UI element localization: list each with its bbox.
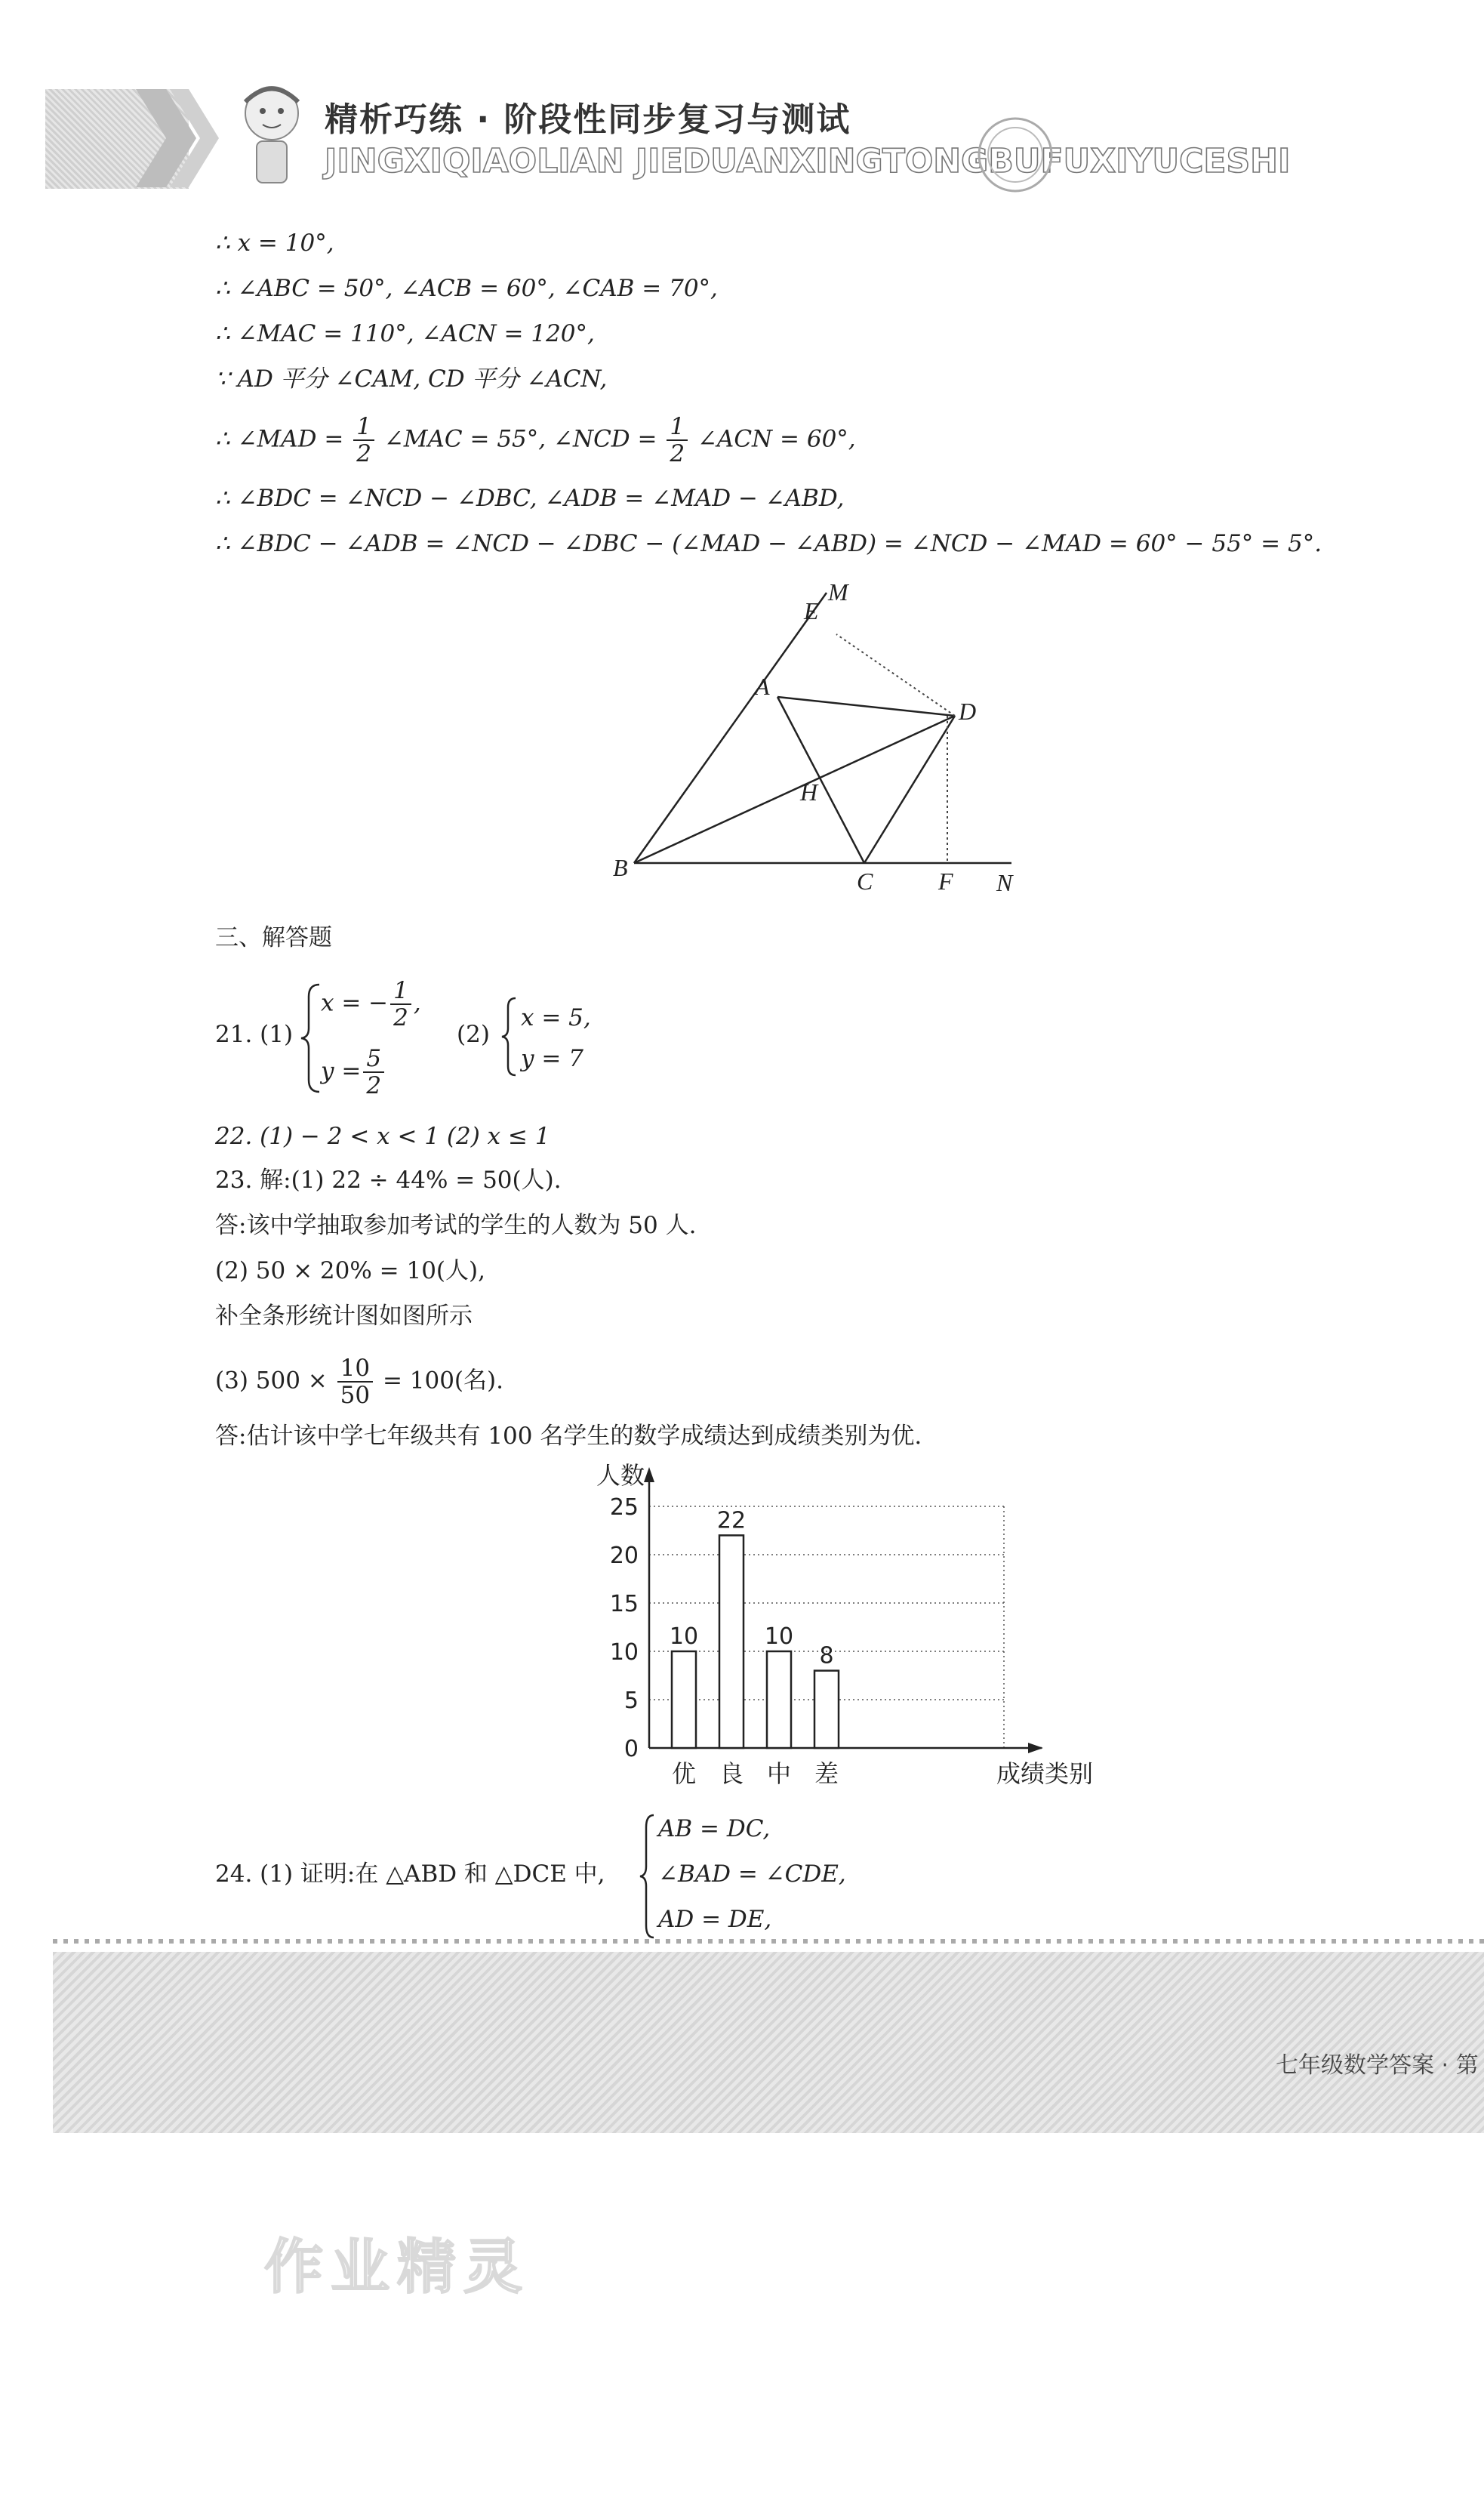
q21-y-eq: [321, 1046, 386, 1099]
section-title: 三、解答题: [215, 924, 332, 951]
q21-x-lhs: x = −: [321, 989, 389, 1017]
q23-l5-a: (3) 500 ×: [215, 1367, 328, 1395]
fraction-denominator: 2: [393, 1004, 408, 1031]
q23-fraction: [337, 1355, 373, 1408]
point-label: A: [755, 673, 770, 700]
x-tick-label: 优: [671, 1759, 697, 1788]
point-label: C: [857, 868, 873, 895]
data-label: 10: [764, 1623, 794, 1650]
solution-line-3: ∴ ∠MAC = 110°, ∠ACN = 120°,: [215, 320, 595, 347]
footer-band: [53, 1952, 1484, 2133]
y-tick-label: 25: [609, 1494, 639, 1521]
header-title: 精析巧练 · 阶段性同步复习与测试: [325, 100, 851, 139]
line-BM: [634, 593, 827, 863]
x-tick-label: 中: [766, 1759, 792, 1788]
bar: [672, 1651, 696, 1748]
q23-line-6: 答:估计该中学七年级共有 100 名学生的数学成绩达到成绩类别为优.: [215, 1423, 922, 1450]
q21-y-frac: [363, 1046, 384, 1099]
data-label: 22: [716, 1507, 747, 1534]
y-tick-label: 20: [609, 1543, 639, 1569]
fraction-half: [353, 414, 374, 467]
solution-line-5-part-c: ∠ACN = 60°,: [697, 425, 856, 453]
data-label: 8: [819, 1642, 834, 1669]
fraction-numerator: 5: [363, 1046, 384, 1073]
q23-line-5: [215, 1355, 503, 1408]
point-label: M: [828, 578, 848, 606]
point-label: H: [800, 778, 818, 806]
q24-condition-1: AB = DC,: [658, 1815, 771, 1842]
footer-text: 七年级数学答案 · 第: [1276, 2052, 1479, 2079]
y-tick-label: 0: [623, 1736, 639, 1762]
solution-line-6: ∴ ∠BDC = ∠NCD − ∠DBC, ∠ADB = ∠MAD − ∠ABD,: [215, 485, 845, 512]
stamp-icon: [974, 113, 1057, 196]
q21-part2-x: x = 5,: [521, 1004, 591, 1031]
question-21: [215, 974, 894, 1102]
q23-line-4: 补全条形统计图如图所示: [215, 1302, 473, 1330]
fraction-numerator: 10: [337, 1355, 373, 1383]
q21-y-lhs: y =: [321, 1057, 362, 1085]
fraction-numerator: 1: [667, 414, 688, 441]
data-label: 10: [669, 1623, 699, 1650]
point-label: F: [938, 868, 953, 895]
bar: [719, 1535, 744, 1748]
header-pinyin: JINGXIQIAOLIAN JIEDUANXINGTONGBUFUXIYUCESHI: [325, 142, 1291, 180]
bar: [814, 1671, 839, 1748]
y-axis-label: 人数: [596, 1461, 645, 1490]
solution-line-5-part-a: ∴ ∠MAD =: [215, 425, 344, 453]
q24-condition-3: AD = DE,: [658, 1906, 772, 1933]
y-tick-label: 5: [623, 1688, 639, 1714]
bar-chart: [559, 1461, 1094, 1793]
watermark: 作业精灵: [264, 2233, 531, 2301]
point-label: D: [959, 698, 977, 725]
bar: [767, 1651, 791, 1748]
left-brace-icon: [500, 995, 519, 1078]
left-brace-icon: [639, 1812, 657, 1941]
q24-label: 24. (1) 证明:在 △ABD 和 △DCE 中,: [215, 1860, 605, 1888]
point-label: N: [996, 869, 1013, 896]
solution-line-4: ∵ AD 平分 ∠CAM, CD 平分 ∠ACN,: [215, 365, 608, 393]
solution-line-5-part-b: ∠MAC = 55°, ∠NCD =: [383, 425, 657, 453]
q23-line-1: 23. 解:(1) 22 ÷ 44% = 50(人).: [215, 1167, 562, 1194]
line-DC: [864, 716, 955, 863]
left-brace-icon: [300, 982, 322, 1095]
fraction-denominator: 2: [356, 440, 371, 467]
x-axis-label: 成绩类别: [996, 1759, 1094, 1788]
x-tick-label: 良: [719, 1759, 744, 1788]
x-tick-label: 差: [814, 1759, 839, 1788]
y-tick-label: 10: [609, 1639, 639, 1666]
q21-part2-y: y = 7: [521, 1045, 583, 1072]
q21-part2-label: (2): [457, 1021, 490, 1048]
mascot-icon: [226, 72, 317, 193]
line-AC: [777, 697, 864, 863]
footer-dotted-rule: [53, 1939, 1484, 1944]
geometry-figure: [604, 578, 1042, 899]
line-BD: [634, 716, 955, 863]
fraction-numerator: 1: [390, 978, 411, 1005]
point-label: E: [804, 597, 819, 624]
fraction-half-2: [667, 414, 688, 467]
q21-x-tail: ,: [413, 989, 421, 1017]
solution-line-7: ∴ ∠BDC − ∠ADB = ∠NCD − ∠DBC − (∠MAD − ∠ABD) = ∠NCD − ∠MAD = 60° − 55° = 5°.: [215, 530, 1322, 557]
y-axis-arrow-icon: [644, 1467, 654, 1482]
x-axis-arrow-icon: [1028, 1743, 1043, 1753]
dotted-DE: [836, 634, 955, 716]
y-tick-label: 15: [609, 1591, 639, 1617]
question-22: 22. (1) − 2 < x < 1 (2) x ≤ 1: [215, 1123, 550, 1150]
fraction-denominator: 2: [670, 440, 685, 467]
solution-line-1: ∴ x = 10°,: [215, 230, 334, 257]
point-label: B: [613, 854, 628, 881]
fraction-denominator: 2: [366, 1072, 382, 1099]
fraction-denominator: 50: [340, 1382, 371, 1409]
q23-line-3: (2) 50 × 20% = 10(人),: [215, 1257, 485, 1284]
solution-line-5: [215, 414, 856, 467]
line-AD: [777, 697, 955, 716]
chevron-icon: [136, 89, 219, 187]
fraction-numerator: 1: [353, 414, 374, 441]
q23-line-2: 答:该中学抽取参加考试的学生的人数为 50 人.: [215, 1212, 697, 1239]
solution-line-2: ∴ ∠ABC = 50°, ∠ACB = 60°, ∠CAB = 70°,: [215, 275, 718, 302]
q21-label: 21. (1): [215, 1021, 294, 1048]
q24-condition-2: ∠BAD = ∠CDE,: [658, 1860, 846, 1888]
q21-x-frac: [390, 978, 411, 1031]
q21-x-eq: [321, 978, 421, 1031]
q23-l5-b: = 100(名).: [382, 1367, 503, 1395]
